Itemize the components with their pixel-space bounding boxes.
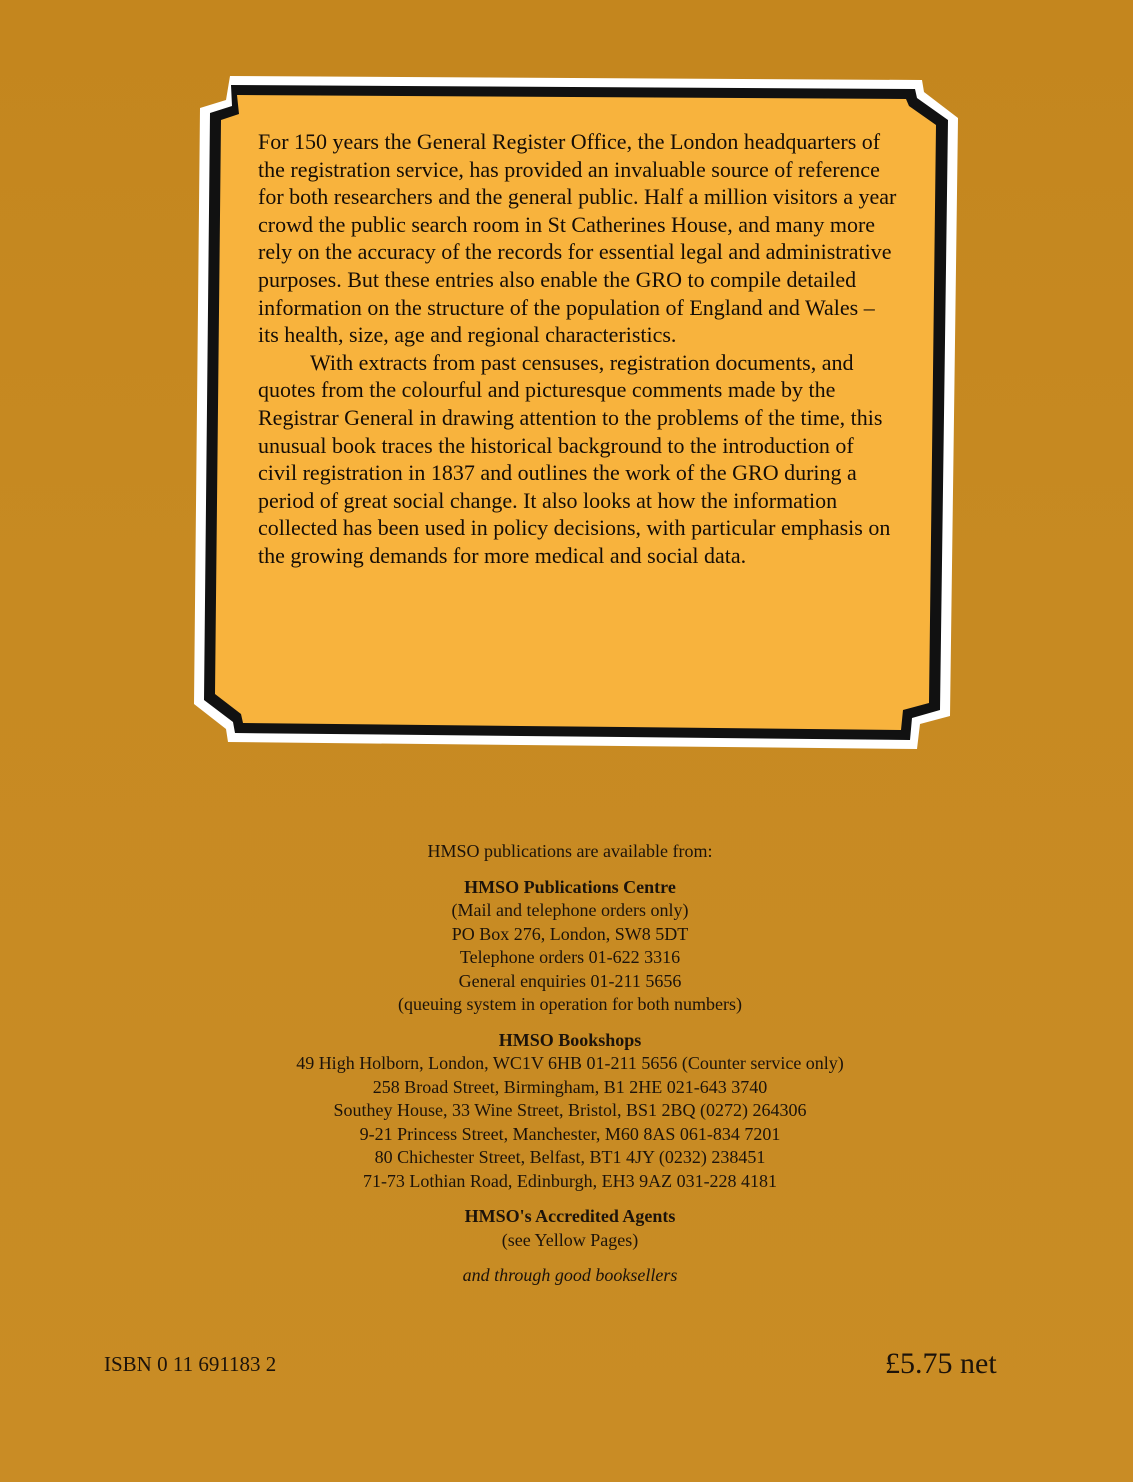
accredited-agents — [200, 1205, 940, 1252]
isbn: ISBN 0 11 691183 2 — [104, 1352, 277, 1376]
bookshop-address: 49 High Holborn, London, WC1V 6HB 01-211 5656 (Counter service only) — [296, 1053, 844, 1073]
publications-centre-line: (queuing system in operation for both numbers) — [398, 994, 742, 1014]
bookshop-address: 80 Chichester Street, Belfast, BT1 4JY (0232) 238451 — [374, 1147, 766, 1167]
bookshop-address: 258 Broad Street, Birmingham, B1 2HE 021-643 3740 — [372, 1076, 768, 1097]
blurb-paragraph-2: With extracts from past censuses, registration documents, and quotes from the colourful and picturesque comments made by the Registrar General in drawing attention to the problems of the time, this unusual book traces the historical background to the introduction of civil registration in 1837 and outlines the work of the GRO during a period of great social change. It also looks at how the information collected has been used in policy decisions, with particular emphasis on the growing demands for more medical and social data. — [258, 349, 891, 568]
bookshop-address: Southey House, 33 Wine Street, Bristol, BS1 2BQ (0272) 264306 — [333, 1100, 807, 1120]
blurb-paragraph-1: For 150 years the General Register Office, the London headquarters of the registration service, has provided an invaluable source of reference for both researchers and the general public. Half a million visitors a year crowd the public search room in St Catherines House, and many more rely on the accuracy of the records for essential legal and administrative purposes. But these entries also enable the GRO to compile detailed information on the structure of the population of England and Wales – its health, size, age and regional characteristics. — [258, 129, 897, 348]
bookshops-heading: HMSO Bookshops — [498, 1029, 642, 1050]
agents-note: (see Yellow Pages) — [501, 1229, 639, 1250]
publications-centre-heading: HMSO Publications Centre — [464, 876, 676, 897]
bookshops — [200, 1029, 940, 1194]
availability-intro: HMSO publications are available from: — [427, 841, 713, 861]
publications-centre-line: PO Box 276, London, SW8 5DT — [451, 923, 689, 944]
price: £5.75 net — [885, 1347, 997, 1380]
bookshop-address: 9-21 Princess Street, Manchester, M60 8AS 061-834 7201 — [359, 1123, 781, 1144]
publications-centre-line: (Mail and telephone orders only) — [451, 900, 689, 920]
publications-centre — [200, 876, 940, 1017]
publications-centre-line: Telephone orders 01-622 3316 — [459, 947, 681, 967]
availability-section — [200, 840, 940, 1300]
bookshop-address: 71-73 Lothian Road, Edinburgh, EH3 9AZ 031-228 4181 — [362, 1170, 778, 1191]
booksellers-note: and through good booksellers — [462, 1265, 678, 1285]
publications-centre-line: General enquiries 01-211 5656 — [458, 970, 682, 991]
agents-heading: HMSO's Accredited Agents — [464, 1206, 676, 1226]
blurb-text — [258, 128, 898, 570]
